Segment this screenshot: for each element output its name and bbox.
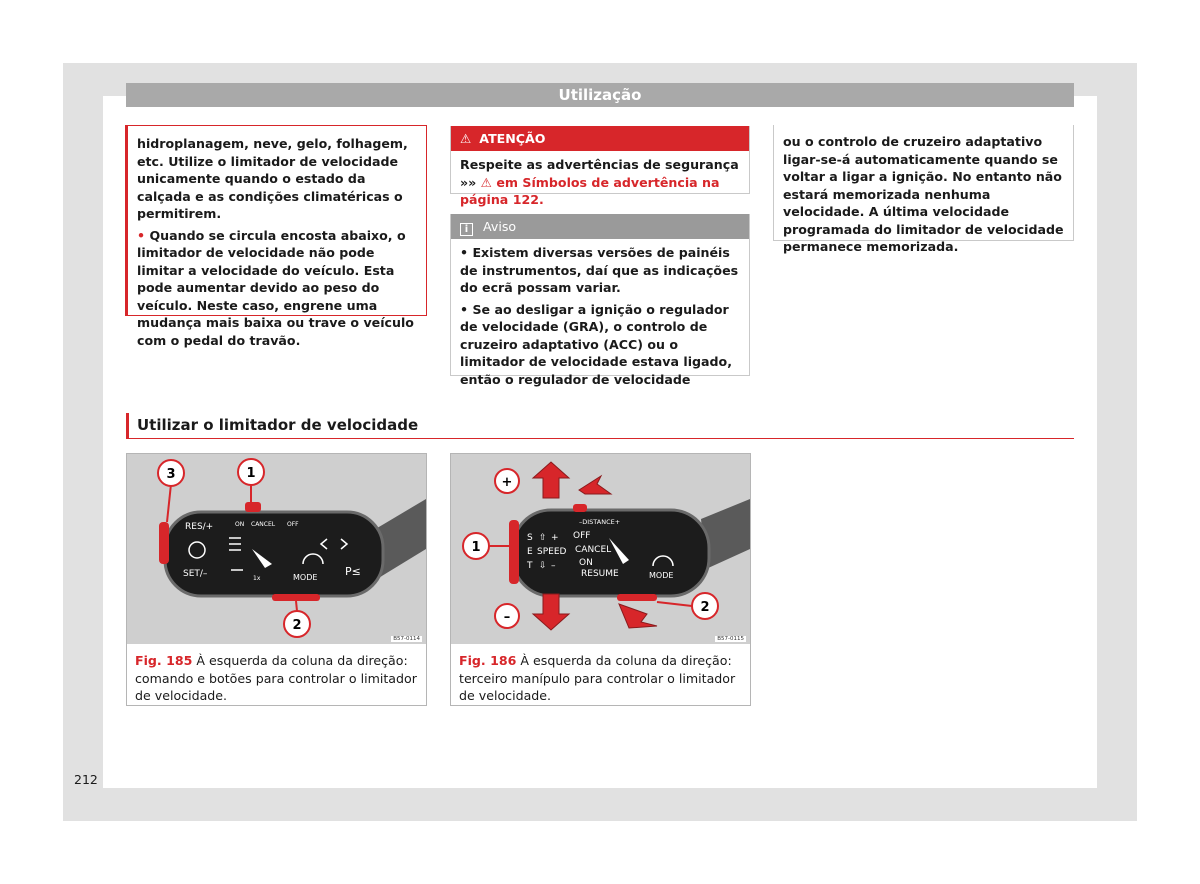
stalk-illustration xyxy=(127,454,426,644)
note-body xyxy=(451,239,749,388)
callout-1-label: 1 xyxy=(246,466,256,481)
figure-186 xyxy=(450,453,751,706)
figure-185-illustration xyxy=(127,454,426,644)
left-bullet-text: Quando se circula encosta abaixo, o limitador de velocidade não pode limitar a velocidade do veículo. Esta pode aumentar devido ao peso do veículo. Neste caso, engrene uma mudança mais baixa ou trave o veículo com o pedal do travão. xyxy=(137,227,414,348)
warning-box xyxy=(450,126,750,207)
figure-code: B57-0114 xyxy=(393,636,420,642)
button-3 xyxy=(159,522,169,564)
chapter-header: Utilização xyxy=(126,83,1074,107)
bullet-icon: • xyxy=(460,301,469,317)
arrow-down-small-icon: ⇩ xyxy=(539,561,547,571)
callout-2-label: 2 xyxy=(700,600,710,615)
warning-link[interactable]: em Símbolos de advertência na página 122. xyxy=(460,174,720,207)
callout-plus-label: + xyxy=(501,475,513,490)
figure-caption xyxy=(135,652,423,705)
warning-triangle-icon: ⚠ xyxy=(460,131,472,146)
off-label: OFF xyxy=(573,531,591,541)
off-label: OFF xyxy=(287,521,299,528)
figure-label: Fig. 186 xyxy=(459,653,517,668)
figure-caption xyxy=(459,652,747,705)
bottom-button xyxy=(617,594,657,601)
s-label: S xyxy=(527,533,533,543)
top-button xyxy=(573,504,587,512)
right-paragraph: ou o controlo de cruzeiro adaptativo ligar-se-á automaticamente quando se voltar a ligar a ignição. No entanto não estará memorizada nenhuma velocidade. A última velocidade programada do limitador de velocidade permanece memorizada. xyxy=(783,134,1064,254)
cancel-label: CANCEL xyxy=(251,521,276,528)
figure-185 xyxy=(126,453,427,706)
callout-1-label: 1 xyxy=(471,540,481,555)
onex-label: 1x xyxy=(253,575,261,582)
button-1 xyxy=(245,502,261,512)
distance-label: –DISTANCE+ xyxy=(579,518,621,526)
figure-186-illustration xyxy=(451,454,750,644)
note-title: Aviso xyxy=(483,219,517,234)
warning-header xyxy=(451,126,749,151)
figure-label: Fig. 185 xyxy=(135,653,193,668)
parking-assist-icon: P≤ xyxy=(345,565,361,578)
mode-label: MODE xyxy=(293,573,318,582)
callout-minus-label: – xyxy=(503,610,511,625)
mode-label: MODE xyxy=(649,571,674,580)
plus-label: + xyxy=(551,533,559,543)
e-label: E xyxy=(527,547,533,557)
set-label: SET/– xyxy=(183,569,208,579)
res-label: RES/+ xyxy=(185,522,214,532)
on-label: ON xyxy=(235,521,245,528)
left-bullet xyxy=(137,227,416,350)
warning-triangle-icon: ⚠ xyxy=(480,174,492,190)
note-bullet xyxy=(460,244,740,297)
bullet-icon: • xyxy=(137,227,146,243)
note-bullet-text: Existem diversas versões de painéis de instrumentos, daí que as indicações do ecrã possam variar. xyxy=(460,245,739,295)
callout-line-2 xyxy=(296,601,297,611)
t-label: T xyxy=(527,561,533,571)
section-title: Utilizar o limitador de velocidade xyxy=(126,413,1074,439)
resume-label: RESUME xyxy=(581,569,619,579)
figure-caption-text: À esquerda da coluna da direção: terceiro manípulo para controlar o limitador de velocidade. xyxy=(459,653,736,703)
minus-label: – xyxy=(551,561,556,571)
callout-2-label: 2 xyxy=(292,618,302,633)
speed-label: SPEED xyxy=(537,547,567,557)
page-number: 212 xyxy=(74,772,98,787)
left-paragraph: hidroplanagem, neve, gelo, folhagem, etc. Utilize o limitador de velocidade unicamente quando o estado da calçada e as condições climatéricas o permitirem. xyxy=(137,136,408,221)
warning-body xyxy=(451,151,749,209)
stalk-tip-button xyxy=(509,520,519,584)
stalk-illustration xyxy=(451,454,750,644)
figure-caption-text: À esquerda da coluna da direção: comando e botões para controlar o limitador de velocidade. xyxy=(135,653,417,703)
button-2 xyxy=(272,594,320,601)
cancel-label: CANCEL xyxy=(575,545,612,555)
bullet-icon: • xyxy=(460,245,469,260)
arrow-up-small-icon: ⇧ xyxy=(539,533,547,543)
warning-title: ATENÇÃO xyxy=(479,131,546,146)
on-label: ON xyxy=(579,558,593,568)
warning-text: Respeite as advertências de segurança »» xyxy=(460,157,739,190)
right-note-continuation xyxy=(773,125,1074,254)
figure-code: B57-0115 xyxy=(717,636,744,642)
info-icon: i xyxy=(460,223,473,236)
callout-3-label: 3 xyxy=(166,467,176,482)
note-header xyxy=(451,214,749,239)
note-bullet xyxy=(460,301,740,389)
note-bullet-text: Se ao desligar a ignição o regulador de velocidade (GRA), o controlo de cruzeiro adaptativo (ACC) ou o limitador de velocidade estava ligado, então o regulador de velocidade xyxy=(460,301,732,387)
left-warning-continuation xyxy=(125,125,427,348)
note-box xyxy=(450,214,750,387)
